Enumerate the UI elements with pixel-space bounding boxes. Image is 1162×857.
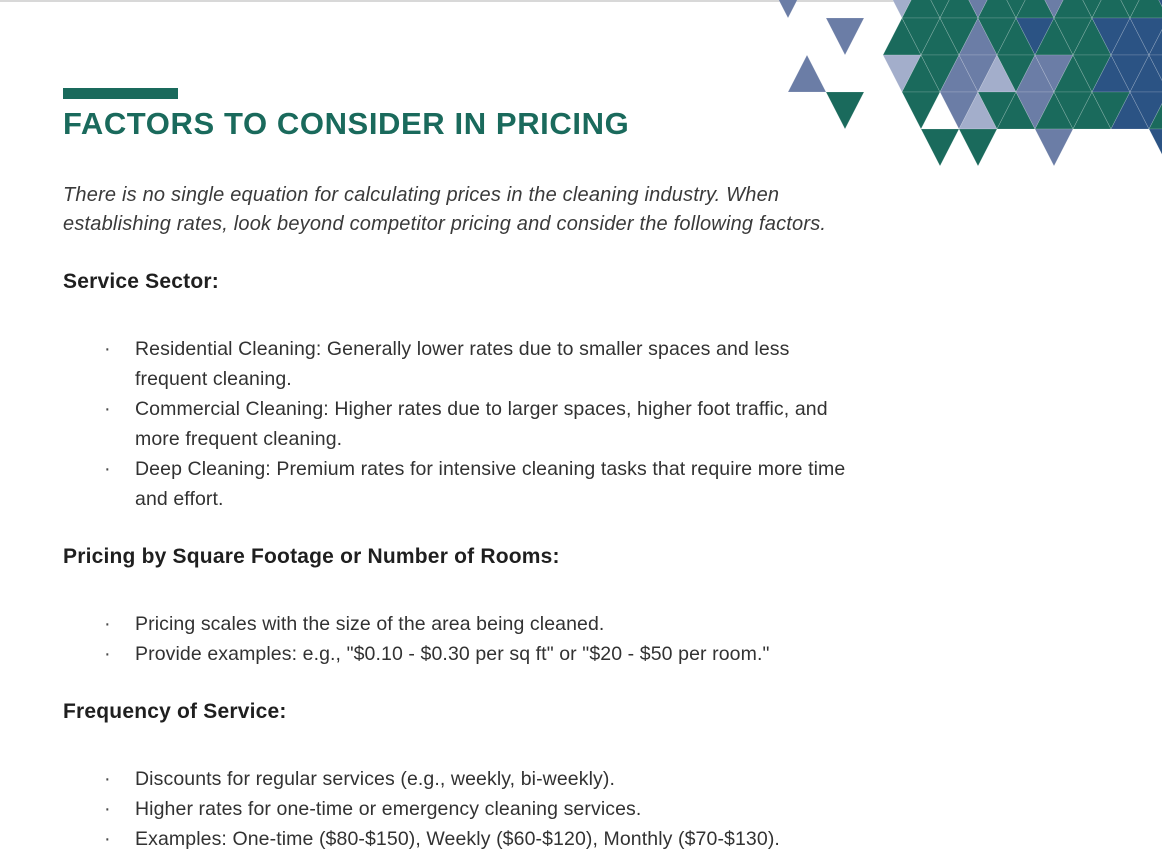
bullet-line: · Examples: One-time ($80-$150), Weekly ($60-$120), Monthly ($70-$130). <box>135 828 780 850</box>
mosaic-triangle <box>902 92 940 129</box>
section-heading: Service Sector: <box>63 270 219 293</box>
mosaic-triangle <box>1035 129 1073 166</box>
bullet-list <box>63 609 1073 669</box>
bullet-item <box>63 334 1073 394</box>
bullet-list <box>63 764 1073 854</box>
bullet-line: · Discounts for regular services (e.g., weekly, bi-weekly). <box>135 768 615 790</box>
sections-container <box>63 269 1073 854</box>
bullet-line: more frequent cleaning. <box>135 428 343 450</box>
bullet-line: · Pricing scales with the size of the area being cleaned. <box>135 613 605 635</box>
title-accent-bar <box>63 88 178 99</box>
bullet-item <box>63 764 1073 794</box>
bullet-line: · Commercial Cleaning: Higher rates due to larger spaces, higher foot traffic, and <box>135 398 828 420</box>
mosaic-triangle <box>788 55 826 92</box>
bullet-item <box>63 639 1073 669</box>
intro-line: establishing rates, look beyond competitor pricing and consider the following factors. <box>63 213 827 235</box>
bullet-item <box>63 824 1073 854</box>
mosaic-triangle <box>769 0 807 18</box>
bullet-line: frequent cleaning. <box>135 368 292 390</box>
bullet-line: · Provide examples: e.g., "$0.10 - $0.30 per sq ft" or "$20 - $50 per room." <box>135 643 770 665</box>
bullet-list <box>63 334 1073 514</box>
mosaic-triangle <box>826 18 864 55</box>
bullet-item <box>63 794 1073 824</box>
bullet-item <box>63 609 1073 639</box>
mosaic-triangle <box>826 92 864 129</box>
page-title: FACTORS TO CONSIDER IN PRICING <box>63 106 630 141</box>
bullet-line: and effort. <box>135 488 224 510</box>
intro-paragraph <box>63 181 1073 239</box>
section-heading: Pricing by Square Footage or Number of Rooms: <box>63 545 560 568</box>
mosaic-triangle <box>921 129 959 166</box>
mosaic-triangle <box>1149 129 1162 166</box>
bullet-item <box>63 394 1073 454</box>
intro-line: There is no single equation for calculating prices in the cleaning industry. When <box>63 184 780 206</box>
bullet-line: · Deep Cleaning: Premium rates for intensive cleaning tasks that require more time <box>135 458 846 480</box>
bullet-item <box>63 454 1073 514</box>
mosaic-triangle <box>959 129 997 166</box>
section-heading: Frequency of Service: <box>63 700 287 723</box>
content-area <box>63 181 1073 854</box>
triangle-mosaic-decoration <box>750 0 1162 186</box>
bullet-line: · Higher rates for one-time or emergency cleaning services. <box>135 798 642 820</box>
bullet-line: · Residential Cleaning: Generally lower rates due to smaller spaces and less <box>135 338 790 360</box>
